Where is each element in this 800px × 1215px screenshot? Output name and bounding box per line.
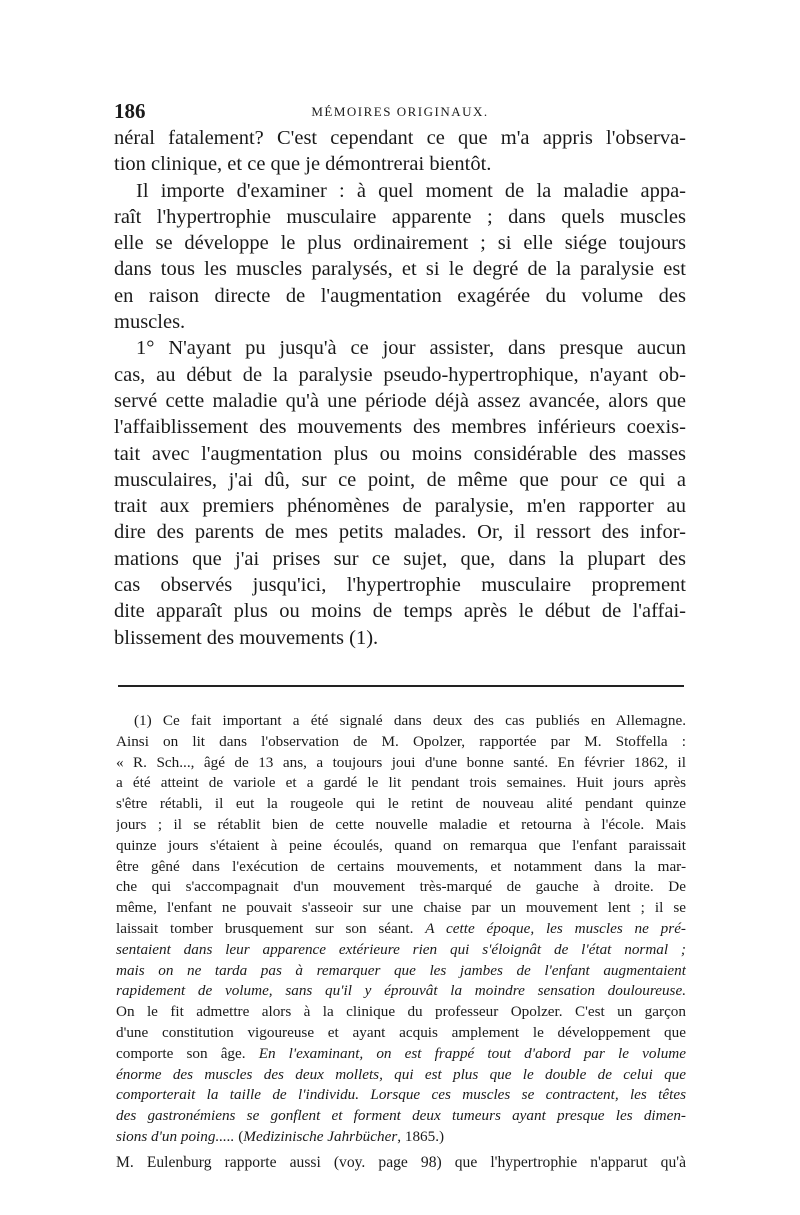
footnote-line: sentaient dans leur apparence extérieure rien qui s'éloignât de l'état normal ; bbox=[116, 940, 686, 958]
footnote-line: sions d'un poing..... (Medizinische Jahrbücher, 1865.) bbox=[116, 1127, 445, 1145]
body-line: blissement des mouvements (1). bbox=[114, 626, 379, 649]
page-header bbox=[114, 98, 686, 124]
footnote-divider bbox=[118, 685, 684, 687]
footnote-line: s'être rétabli, il eut la rougeole qui le retint de nouveau alité pendant quinze bbox=[116, 795, 686, 813]
footnote-line: comporterait la taille de l'individu. Lorsque ces muscles se contractent, les têtes bbox=[116, 1086, 686, 1104]
footnote-line: des gastronémiens se gonflent et forment deux tumeurs ayant presque les dimen- bbox=[116, 1107, 686, 1125]
body-line: raît l'hypertrophie musculaire apparente ; dans quels muscles bbox=[114, 205, 686, 228]
body-line: trait aux premiers phénomènes de paralysie, m'en rapporter au bbox=[114, 495, 686, 518]
footnote-line: M. Eulenburg rapporte aussi (voy. page 98) que l'hypertrophie n'apparut qu'à bbox=[116, 1153, 686, 1171]
body-line: dire des parents de mes petits malades. Or, il ressort des infor- bbox=[114, 521, 686, 544]
footnote-line: laissait tomber brusquement sur son séant. A cette époque, les muscles ne pré- bbox=[116, 919, 686, 937]
body-line: dans tous les muscles paralysés, et si le degré de la paralysie est bbox=[114, 258, 686, 281]
footnote-line: On le fit admettre alors à la clinique du professeur Opolzer. C'est un garçon bbox=[116, 1003, 686, 1021]
body-line: en raison directe de l'augmentation exagérée du volume des bbox=[114, 284, 686, 307]
footnote-line: a été atteint de variole et a gardé le lit pendant trois semaines. Huit jours après bbox=[116, 774, 686, 792]
footnote-line: Ainsi on lit dans l'observation de M. Opolzer, rapportée par M. Stoffella : bbox=[116, 732, 686, 750]
body-line: tait avec l'augmentation plus ou moins considérable des masses bbox=[114, 442, 686, 465]
footnote-line: mais on ne tarda pas à remarquer que les jambes de l'enfant augmentaient bbox=[116, 961, 686, 979]
footnote-line: d'une constitution vigoureuse et ayant acquis amplement le développement que bbox=[116, 1023, 686, 1041]
body-line: servé cette maladie qu'à une période déjà assez avancée, alors que bbox=[114, 389, 686, 412]
footnote-line: (1) Ce fait important a été signalé dans deux des cas publiés en Allemagne. bbox=[134, 712, 686, 729]
body-line: néral fatalement? C'est cependant ce que m'a appris l'observa- bbox=[114, 127, 686, 149]
body-line: mations que j'ai prises sur ce sujet, que, dans la plupart des bbox=[114, 547, 686, 570]
body-line: elle se développe le plus ordinairement ; si elle siége toujours bbox=[114, 232, 686, 255]
footnote-line: énorme des muscles des deux mollets, qui est plus que le double de celui que bbox=[116, 1065, 686, 1083]
footnote-line: che qui s'accompagnait d'un mouvement très-marqué de gauche à droite. De bbox=[116, 878, 686, 896]
footnote-line: être gêné dans l'exécution de certains mouvements, et notamment dans la mar- bbox=[116, 857, 686, 875]
body-line: dite apparaît plus ou moins de temps après le début de l'affai- bbox=[114, 600, 686, 623]
body-text bbox=[114, 125, 686, 651]
footnote-line: comporte son âge. En l'examinant, on est frappé tout d'abord par le volume bbox=[116, 1044, 686, 1062]
body-line: cas observés jusqu'ici, l'hypertrophie musculaire proprement bbox=[114, 574, 686, 597]
page-number: 186 bbox=[114, 99, 146, 123]
body-line: cas, au début de la paralysie pseudo-hypertrophique, n'ayant ob- bbox=[114, 363, 686, 386]
footnote-line: même, l'enfant ne pouvait s'asseoir sur une chaise par un mouvement lent ; il se bbox=[116, 899, 686, 917]
footnote-line: « R. Sch..., âgé de 13 ans, a toujours joui d'une bonne santé. En février 1862, il bbox=[116, 753, 686, 771]
body-line: Il importe d'examiner : à quel moment de la maladie appa- bbox=[136, 179, 686, 202]
body-line: l'affaiblissement des mouvements des membres inférieurs coexis- bbox=[114, 416, 686, 439]
footnote-line: jours ; il se rétablit bien de cette nouvelle maladie et retourna à l'école. Mais bbox=[116, 815, 686, 833]
body-line: 1° N'ayant pu jusqu'à ce jour assister, dans presque aucun bbox=[136, 337, 686, 360]
body-line: musculaires, j'ai dû, sur ce point, de même que pour ce qui a bbox=[114, 468, 686, 491]
running-title: MÉMOIRES ORIGINAUX. bbox=[311, 104, 489, 119]
footnote-line: rapidement de volume, sans qu'il y éprouvât la moindre sensation douloureuse. bbox=[116, 982, 686, 1000]
footnote bbox=[116, 711, 686, 1174]
body-line: muscles. bbox=[114, 311, 186, 334]
footnote-line: quinze jours s'étaient à peine écoulés, quand on remarqua que l'enfant paraissait bbox=[116, 836, 686, 854]
body-line: tion clinique, et ce que je démontrerai bientôt. bbox=[114, 153, 492, 176]
